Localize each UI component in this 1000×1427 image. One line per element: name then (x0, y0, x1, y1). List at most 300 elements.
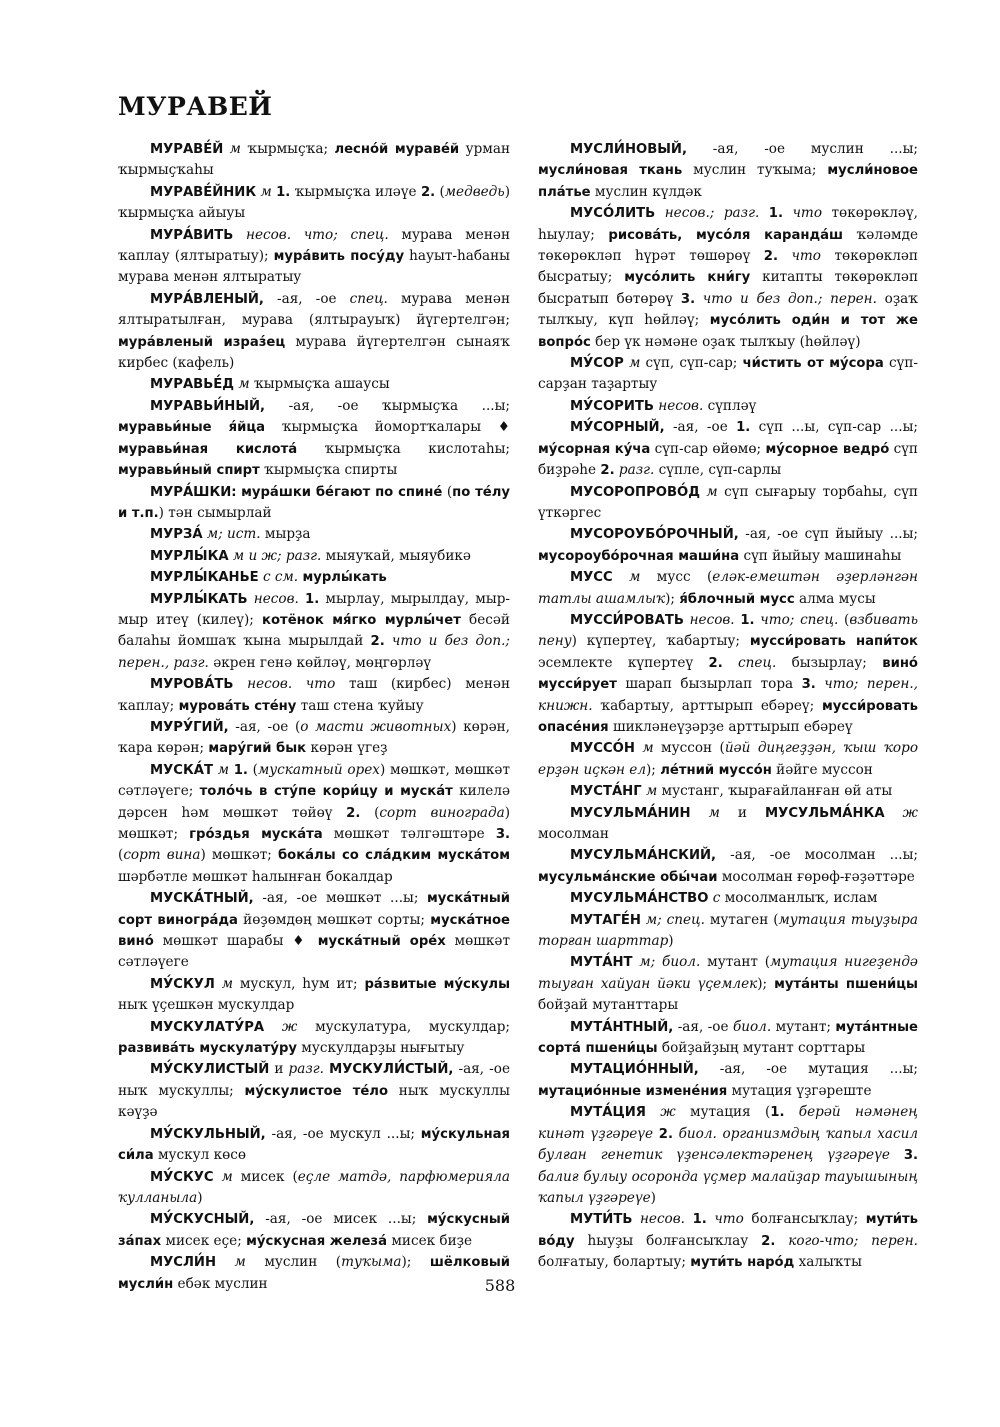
entry-label: биол. (732, 1018, 772, 1035)
entry-label: м (690, 804, 720, 821)
entry-headword: МУСКА́ТНЫЙ, (150, 891, 254, 907)
dictionary-entry (118, 1167, 510, 1210)
entry-headword: му́скусный за́пах (118, 1212, 510, 1249)
entry-headword: 2. (761, 1233, 776, 1249)
entry-label: что и без доп.; перен. (695, 290, 877, 307)
dictionary-entry (538, 567, 918, 610)
entry-label: кого-что; перен. (775, 1232, 918, 1249)
dictionary-entry (118, 1017, 510, 1060)
entry-headword: МУСС (570, 570, 613, 586)
entry-headword: мурлы́кать (302, 570, 387, 586)
entry-headword: шёлковый мусли́н (118, 1255, 511, 1292)
entry-headword: МУ́СКУС (150, 1169, 214, 1185)
entry-headword: МУСУЛЬМА́НСКИЙ, (570, 848, 717, 864)
entry-headword: МУ́СКУСНЫЙ, (150, 1212, 255, 1228)
entry-headword: му́скулистое те́ло (244, 1083, 389, 1099)
entry-text: мосолман ғөрөф-ғәҙәттәре (717, 868, 915, 885)
entry-text: бойҙай мутанттары (538, 997, 679, 1014)
entry-headword: мусли́новое пла́тье (538, 163, 918, 200)
entry-text: мускул, һум ит; (232, 975, 365, 992)
entry-headword: муска́тный оре́х (317, 934, 446, 950)
entry-text: мосолманлыҡ, ислам (720, 890, 878, 907)
dictionary-entry (118, 760, 510, 888)
entry-text: болғансыҡлау; (743, 1211, 866, 1228)
entry-text: сүп, сүп-сар; (640, 355, 743, 372)
entry-text: -ая, -ое мутация ...ы; (698, 1061, 918, 1078)
entry-text: ( (435, 183, 445, 200)
entry-label: о масти животных (300, 718, 452, 735)
entry-text: сүп-сарҙан таҙартыу (538, 355, 918, 393)
entry-text: ) (197, 1189, 203, 1206)
entry-headword: МУСТА́НГ (570, 784, 642, 800)
entry-text: ҡырмыҫҡа ашаусы (249, 376, 390, 393)
entry-text: ) тән сымырлай (158, 504, 272, 521)
dictionary-entry (538, 610, 918, 738)
entry-text: ) мөшкәт; (118, 804, 511, 842)
entry-text: ) ҡырмыҫҡа айыуы (118, 183, 510, 222)
entry-headword: 2. (708, 655, 723, 671)
entry-text: ҡырмыҫҡа иләүе (290, 183, 421, 200)
entry-headword: лесно́й муравéй (334, 142, 460, 157)
entry-text: мутация үҙгәреште (727, 1082, 872, 1099)
entry-text: бызырлау; (776, 654, 883, 671)
entry-text: -ая, -ое мөшкәт ...ы; (253, 890, 428, 907)
entry-text: ҡырмыҫҡа; (240, 141, 335, 157)
dictionary-entry (538, 417, 918, 481)
entry-label: биол. организмдың ҡапыл хасил булған генетик үҙенсәлектәренең үҙгәреүе (538, 1125, 918, 1164)
dictionary-entry (118, 888, 510, 974)
entry-text: мисек биҙе (387, 1232, 473, 1249)
entry-text: -ая, -ое мускул ...ы; (265, 1125, 421, 1142)
entry-headword: по те́лу и т.п. (118, 484, 510, 521)
entry-headword: МУРАВЬЕ́Д (150, 377, 235, 393)
entry-text: мускулатура, мускулдар; (297, 1018, 510, 1035)
entry-headword: ра́звитые му́скулы (364, 976, 510, 992)
entry-label: несов. (683, 611, 735, 628)
entry-text: -ая, -ое сүп йыйыу ...ы; (738, 526, 918, 543)
dictionary-entry (118, 674, 510, 717)
dictionary-entry (118, 717, 510, 760)
entry-text: мисек еҫе; (161, 1232, 247, 1249)
entry-headword: чи́стить от му́сора (742, 356, 884, 372)
entry-label: с (708, 890, 721, 907)
entry-headword: мурова́ть сте́ну (178, 698, 297, 714)
entry-text: һауыт-һабаны мурава менән ялтыратыу (118, 248, 510, 286)
entry-text: бесәй балаһы йомшаҡ ҡына мырылдай (118, 611, 510, 650)
entry-headword: МУ́СКУЛЬНЫЙ, (150, 1126, 266, 1142)
entry-headword: мутацио́нные измене́ния (538, 1083, 728, 1099)
entry-text: мускул көсө (153, 1147, 247, 1164)
entry-headword: МУРЛЫ́КА (150, 548, 229, 564)
entry-text: мустанг, ҡырағайланған өй аты (657, 783, 893, 800)
entry-headword: 1. (276, 184, 291, 200)
entry-text: ( (442, 483, 453, 500)
entry-text: -ая, -ое (263, 290, 350, 307)
entry-label: еҫле матдә, парфюмерияла ҡулланыла (118, 1168, 510, 1206)
entry-text: мурава менән ялтыратылған, мурава (ялтырауыҡ) йүгертелгән; (118, 290, 511, 329)
entry-headword: 3. (495, 827, 511, 842)
entry-headword: МУРА́ВЛЕНЫЙ, (150, 291, 264, 307)
entry-text: -ая, -ое ҡырмыҫҡа ...ы; (265, 397, 510, 414)
entry-text: ҡәләмде төкөрөкләп һүрәт төшөрөү (538, 226, 919, 265)
entry-label: м (213, 1168, 233, 1185)
entry-text: ) (650, 1189, 656, 1206)
entry-headword: 2. (763, 249, 778, 265)
entry-label: сорт винограда (379, 804, 505, 821)
entry-headword: я́блочный мусс (679, 591, 795, 607)
entry-headword: мути́ть наро́д (690, 1255, 795, 1271)
entry-text: оҙаҡ тылҡыу, күп һөйләү; (538, 290, 918, 329)
entry-label: несов. (653, 397, 704, 414)
entry-headword: МУРЛЫ́КАТЬ (150, 591, 248, 607)
entry-text: китапты төкөрөкләп бысратып бөтөрөү (538, 269, 919, 307)
entry-text: төкөрөкләп бысратыу; (538, 248, 918, 286)
entry-headword: МУ́СОРИТЬ (570, 398, 654, 414)
entry-text: сүп йыйыу машинаһы (739, 547, 902, 564)
entry-text: ныҡ мускуллы кәүҙә (118, 1082, 510, 1121)
entry-headword: МУТАЦИО́ННЫЙ, (570, 1062, 699, 1078)
entry-label: м (623, 355, 641, 372)
entry-headword: 2. (370, 634, 385, 650)
entry-headword: рисова́ть, мусо́ля каранда́ш (608, 227, 844, 243)
entry-text: сүпле, сүп-сарлы (654, 462, 782, 479)
entry-label: йәй диңгеҙҙән, ҡыш ҡоро ерҙән иҫкән ел (538, 740, 918, 778)
entry-label: несов.; разг. (655, 205, 760, 222)
entry-label: спец. (722, 654, 777, 671)
page-number: 588 (484, 1276, 516, 1295)
dictionary-entry (118, 225, 510, 289)
entry-text: муслин күлдәк (590, 183, 702, 200)
entry-text: мутаген ( (704, 911, 779, 928)
entry-text: мутация ( (675, 1104, 771, 1121)
entry-label: медведь (444, 183, 505, 200)
dictionary-entry (118, 974, 510, 1017)
dictionary-entry (538, 738, 918, 781)
entry-headword: мура́вить посу́ду (273, 249, 405, 265)
entry-text: -ая, -ое мосолман ...ы; (716, 847, 918, 864)
entry-text: халыҡты (794, 1254, 862, 1271)
dictionary-entry (118, 524, 510, 545)
entry-headword: МУРАВЬИ́НЫЙ, (150, 398, 266, 414)
entry-label: мутация нигеҙендә тыуған хайуан йәки үҫемлек (538, 954, 918, 992)
dictionary-entry (538, 845, 918, 888)
entry-label: балиғ булыу осоронда үҫмер малайҙар тауышының ҡапыл үҙгәреүе (538, 1168, 918, 1206)
entry-headword: муска́тное вино́ (118, 912, 510, 950)
entry-headword: мусо́лить оди́н и тот же вопро́с (538, 313, 918, 350)
dictionary-entry (118, 589, 510, 675)
entry-text: килелә дәрсен һәм мөшкәт төйөү (118, 783, 511, 821)
entry-label: что; спец. (754, 611, 839, 628)
entry-text: мусс ( (640, 569, 713, 586)
entry-headword: МУРАВЕ́ЙНИК (150, 184, 257, 200)
entry-label: сорт вина (123, 847, 201, 864)
entry-text: әкрен генә көйләү, мөңгөрләү (208, 654, 432, 671)
entry-headword: 1. (736, 420, 751, 436)
entry-headword: МУСЛИ́Н (150, 1255, 216, 1271)
dictionary-entry (538, 482, 918, 525)
entry-label: несов. что (233, 676, 336, 693)
entry-label: несов. (247, 590, 299, 607)
entry-headword: му́сорная ку́ча (538, 441, 651, 457)
entry-headword: мусли́новая ткань (538, 163, 683, 179)
dictionary-entry (118, 289, 510, 375)
dictionary-entry (538, 203, 918, 353)
entry-text: и (719, 804, 766, 821)
entry-text: ) мөшкәт; (200, 847, 278, 864)
entry-text: бойҙайҙың мутант сорттары (657, 1040, 866, 1057)
dictionary-entry (538, 396, 918, 417)
entry-text: -ая, -ое (664, 419, 737, 436)
entry-text: ) мөшкәт, мөшкәт сәтләүеге; (118, 761, 510, 800)
entry-headword: 2. (420, 184, 436, 200)
entry-text: сүп ...ы, сүп-сар ...ы; (750, 419, 918, 436)
entry-label: разг. (288, 1061, 324, 1078)
entry-headword: МУСО́ЛИТЬ (570, 206, 656, 222)
dictionary-entry (118, 396, 510, 482)
entry-label: что; перен., книжн. (538, 676, 918, 714)
entry-text: мосолман (538, 826, 609, 842)
entry-headword: мару́гий бык (208, 741, 307, 757)
entry-label: м (256, 183, 272, 200)
entry-text: йәйге муссон (771, 761, 873, 778)
dictionary-entry (118, 1059, 510, 1123)
entry-label: взбивать пену (538, 611, 918, 650)
entry-headword: МУССИ́РОВАТЬ (570, 612, 684, 628)
entry-text: ); (757, 975, 775, 992)
dictionary-entry (118, 1209, 510, 1252)
dictionary-entry (538, 353, 918, 396)
entry-text: һыуҙы болғансыҡлау (574, 1232, 762, 1249)
entry-label: м (699, 483, 718, 500)
entry-headword: развива́ть мускулату́ру (118, 1041, 297, 1057)
entry-text: мурава менән ҡаплау (ялтыратыу); (118, 226, 510, 265)
entry-headword: мусороубо́рочная маши́на (538, 548, 740, 564)
entry-headword: 3. (903, 1148, 918, 1164)
entry-text: муссон ( (653, 740, 725, 757)
entry-text (759, 205, 769, 221)
entry-headword: мусси́ровать опасе́ния (538, 698, 918, 735)
entry-headword: гро́здья муска́та (189, 827, 323, 842)
entry-text: муслин ( (245, 1254, 342, 1271)
entry-headword: мута́нтные сорта́ пшени́цы (538, 1019, 918, 1057)
entry-label: м (634, 740, 654, 757)
entry-label: м (612, 569, 641, 586)
entry-headword: МУРЗА́ (150, 527, 203, 543)
entry-headword: 1. (692, 1212, 707, 1228)
dictionary-entry (118, 374, 510, 395)
dictionary-entry (538, 1102, 918, 1209)
entry-text: сүп-сар өйөмө; (650, 440, 766, 457)
dictionary-entry (538, 952, 918, 1016)
entry-text: сүп биҙрәһе (538, 440, 918, 479)
dictionary-entry (538, 524, 918, 567)
entry-label: еләк-емештән әҙерләнгән татлы ашамлыҡ (538, 569, 919, 607)
entry-text: ( (247, 761, 258, 778)
entry-text: шәрбәтле мөшкәт һалынған бокалдар (118, 868, 393, 885)
entry-headword: 2. (346, 805, 361, 821)
dictionary-entry (118, 567, 510, 588)
entry-text: урман ҡырмыҫҡаһы (118, 141, 511, 179)
entry-label: несов. что; спец. (233, 226, 389, 243)
entry-text: -ая, -ое муслин ...ы; (686, 141, 918, 157)
entry-headword: МУРОВА́ТЬ (150, 677, 234, 693)
entry-label: ж (884, 804, 919, 821)
entry-text: мисек ( (232, 1168, 298, 1185)
entry-headword: МУСКУЛИ́СТЫЙ, (329, 1062, 454, 1078)
dictionary-entry (538, 1017, 918, 1060)
entry-text: муслин туҡыма; (682, 162, 828, 179)
entry-text: мутант ( (700, 954, 771, 971)
entry-text: йөҙөмдөң мөшкәт сорты; (237, 911, 431, 928)
entry-label: несов. (632, 1211, 685, 1228)
entry-headword: МУ́СКУЛ (150, 976, 215, 992)
entry-text: ( (838, 611, 850, 628)
entry-headword: мута́нты пшени́цы (774, 976, 918, 992)
entry-text (685, 1211, 693, 1227)
entry-headword: муска́тный сорт виногра́да (118, 891, 510, 928)
dictionary-entry (538, 1209, 918, 1273)
entry-text: мөшкәт шарабы ♦ (153, 933, 318, 950)
entry-label: спец. (349, 290, 388, 307)
entry-text: и (269, 1061, 289, 1078)
entry-text: ныҡ үҫешкән мускулдар (118, 997, 295, 1014)
entry-headword: МУСКА́Т (150, 762, 213, 778)
entry-label: м (641, 783, 658, 800)
entry-text: ҡырмыҫҡа кислотаһы; (297, 440, 510, 457)
right-column (538, 139, 918, 1274)
entry-headword: МУ́СКУЛИСТЫЙ (150, 1062, 270, 1078)
entry-headword: МУСЛИ́НОВЫЙ, (570, 142, 687, 157)
entry-text: ); (401, 1254, 430, 1271)
entry-headword: муравьи́ная кислота́ (118, 441, 298, 457)
entry-label: м (214, 975, 233, 992)
entry-headword: МУСКУЛАТУ́РА (150, 1019, 265, 1035)
entry-headword: МУРЛЫ́КАНЬЕ (150, 570, 259, 586)
entry-text: болғатыу, болартыу; (538, 1254, 691, 1271)
entry-headword: муравьи́ный спирт (118, 463, 260, 479)
dictionary-entry (118, 182, 510, 225)
entry-headword: МУ́СОРНЫЙ, (570, 420, 665, 436)
entry-text: сүп сығарыу торбаһы, сүп үткәргес (538, 483, 918, 521)
entry-label: что (706, 1211, 744, 1228)
entry-headword: 3. (801, 677, 816, 693)
dictionary-entry (538, 781, 918, 802)
entry-text: шарап бызырлап тора (616, 676, 802, 693)
dictionary-entry (538, 1059, 918, 1102)
entry-text: көрән үгеҙ (306, 740, 388, 757)
entry-text: ебәк муслин (173, 1275, 268, 1292)
entry-headword: 1. (305, 591, 320, 607)
dictionary-entry (118, 1124, 510, 1167)
entry-text: таш (кирбес) менән ҡаплау; (118, 676, 511, 714)
entry-text: мыяуҡай, мыяубикә (321, 547, 471, 564)
entry-headword: 1. (770, 1105, 785, 1121)
entry-headword: мура́вленый израз́ец (118, 334, 286, 350)
entry-headword: муравьи́ные я́йца (118, 420, 266, 436)
entry-label: м (216, 1254, 246, 1271)
entry-headword: ле́тний муссо́н (660, 762, 772, 778)
entry-text: мырлау, мырылдау, мыр-мыр итеү (килеү); (118, 590, 510, 628)
entry-text: шикләнеүҙәрҙе арттырып ебәреү (608, 718, 853, 735)
entry-text: мөшкәт сәтләүеге (118, 933, 510, 971)
entry-headword: МУ́СОР (570, 356, 624, 372)
entry-label: м и ж; разг. (228, 547, 322, 564)
entry-label: мускатный орех (257, 761, 380, 778)
entry-headword: му́скусная железа́ (246, 1233, 387, 1249)
entry-label: ж (264, 1018, 298, 1035)
entry-text: ); (665, 590, 680, 607)
dictionary-entry (118, 139, 510, 182)
entry-label: что (782, 205, 823, 222)
entry-headword: МУРАВЕ́Й (150, 142, 224, 157)
entry-headword: МУРА́ВИТЬ (150, 227, 234, 243)
entry-text: -ая, -ое ныҡ мускуллы; (118, 1061, 510, 1099)
entry-text: мускулдарҙы нығытыу (296, 1040, 465, 1057)
entry-headword: МУРУ́ГИЙ, (150, 719, 229, 735)
entry-headword: МУСУЛЬМА́НИН (570, 805, 691, 821)
entry-headword: мути́ть во́ду (538, 1212, 919, 1249)
entry-text: бер үк нәмәне оҙаҡ тылҡыу (һөйләү) (590, 333, 861, 350)
entry-headword: му́сорное ведро́ (765, 441, 890, 457)
entry-text: ( (360, 804, 380, 821)
entry-headword: бока́лы со сла́дким муска́том (277, 848, 511, 864)
entry-label: ж (645, 1104, 676, 1121)
entry-headword: мусо́лить кни́гу (624, 270, 751, 286)
entry-text: -ая, -ое ( (228, 718, 301, 735)
running-head: МУРАВЕЙ (118, 92, 273, 121)
entry-headword: мура́шки бе́гают по спине́ (241, 484, 443, 500)
entry-headword: МУСОРОУБО́РОЧНЫЙ, (570, 527, 739, 543)
entry-text: ( (118, 847, 124, 864)
entry-headword: вино́ мусси́рует (538, 655, 918, 693)
entry-headword: МУРА́ШКИ: (150, 484, 237, 500)
dictionary-entry (538, 139, 918, 203)
entry-label: с см. (258, 569, 299, 586)
entry-text: ) көрән, ҡара көрән; (118, 718, 510, 757)
entry-label: м (223, 141, 241, 157)
entry-headword: толо́чь в сту́пе кори́цу и муска́т (199, 784, 453, 800)
dictionary-entry (118, 546, 510, 567)
entry-text: -ая, -ое мисек ...ы; (254, 1211, 428, 1228)
entry-headword: мусси́ровать напи́ток (749, 634, 918, 650)
dictionary-entry (118, 482, 510, 525)
entry-text: таш стена ҡуйыу (296, 697, 424, 714)
entry-text: мурава йүгертелгән сынаяҡ кирбес (кафель) (118, 333, 510, 372)
entry-label: разг. (614, 462, 655, 479)
entry-headword: МУТА́НТ (570, 955, 633, 971)
entry-label: м (212, 761, 229, 778)
entry-label: м (234, 376, 250, 393)
entry-headword: МУТИ́ТЬ (570, 1212, 633, 1228)
left-column (118, 139, 510, 1295)
entry-headword: котёнок мя́гко мурлы́чет (262, 612, 461, 628)
entry-text: эсемлекте күпертеү (538, 654, 709, 671)
entry-headword: 3. (680, 291, 696, 307)
entry-label: м; ист. (202, 526, 261, 543)
entry-label: м; биол. (632, 954, 701, 971)
entry-label: берәй нәмәнең кинәт үҙгәреүе (538, 1104, 918, 1142)
dictionary-entry (538, 910, 918, 953)
entry-headword: 1. (233, 762, 248, 778)
entry-label: туҡыма (341, 1254, 402, 1271)
entry-label: что и без доп.; перен., разг. (118, 633, 510, 671)
entry-headword: МУСУЛЬМА́НКА (765, 805, 885, 821)
entry-text: мырҙа (260, 526, 311, 543)
entry-headword: МУСОРОПРОВО́Д (570, 484, 700, 500)
entry-text: ҡырмыҫҡа йомортҡалары ♦ (265, 419, 510, 436)
entry-text: ҡырмыҫҡа спирты (259, 462, 398, 479)
entry-headword: мусульма́нские обы́чаи (538, 869, 718, 885)
